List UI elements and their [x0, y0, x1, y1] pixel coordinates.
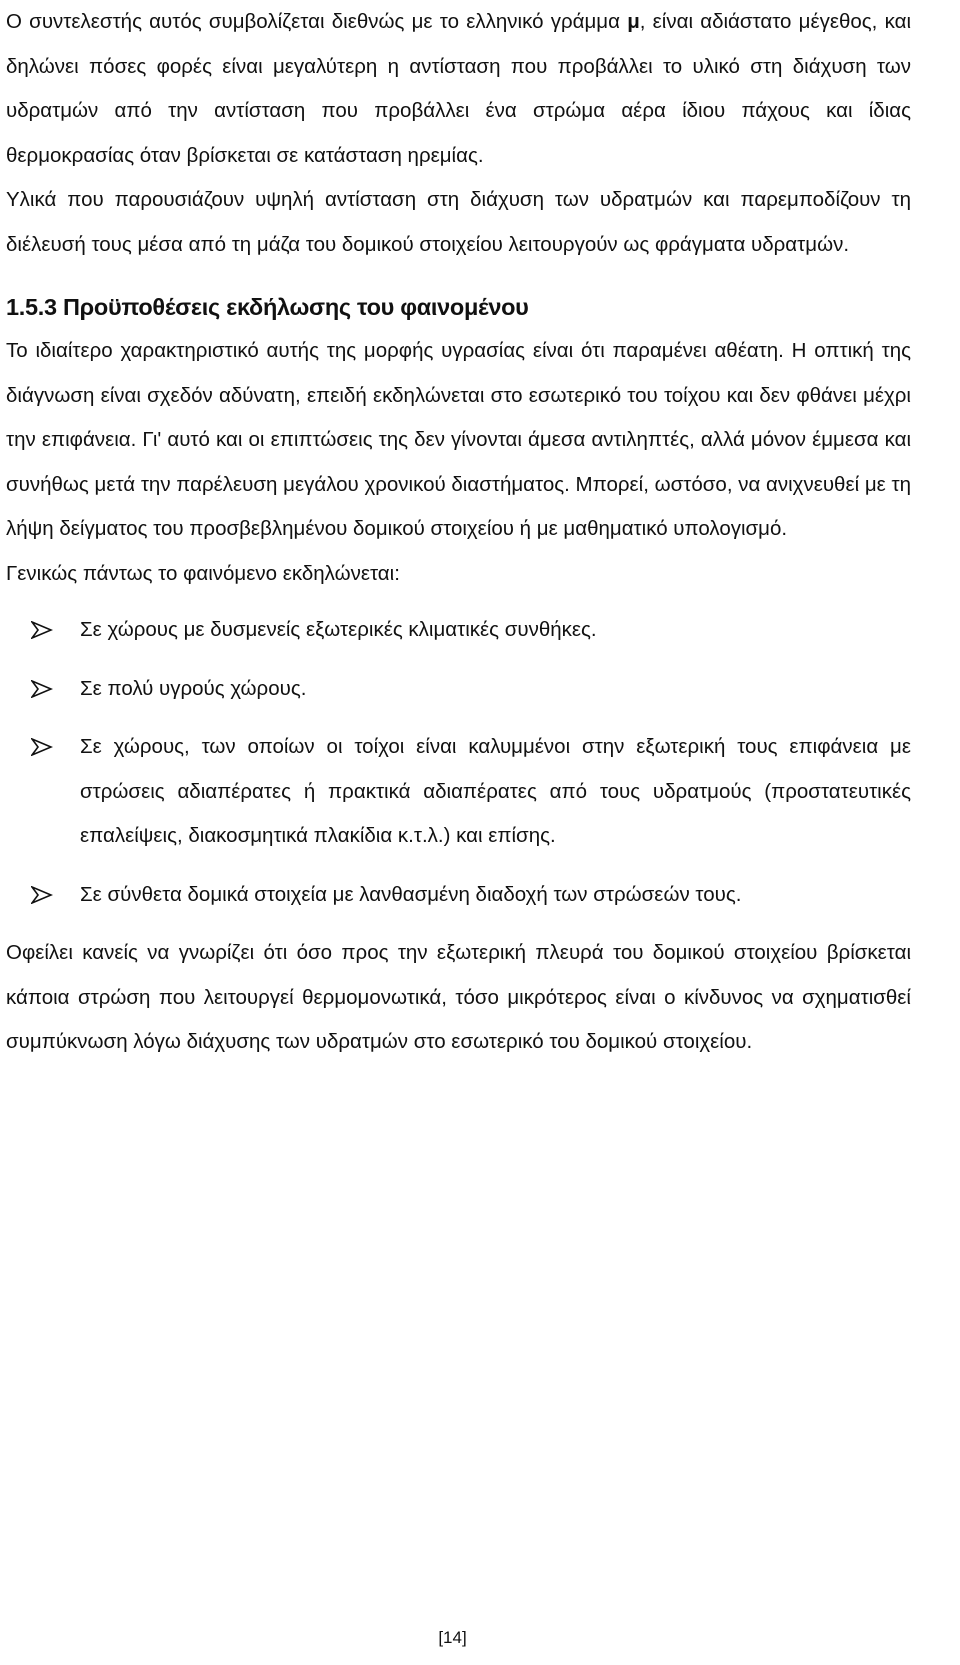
- paragraph-mu-coefficient: Ο συντελεστής αυτός συμβολίζεται διεθνώς με το ελληνικό γράμμα μ, είναι αδιάστατο μέγεθος, και δηλώνει πόσες φορές είναι μεγαλύτερη η αντίσταση που προβάλλει το υλικό στη διάχυση των υδρατμών από την αντίσταση που προβάλλει ένα στρώμα αέρα ίδιου πάχους και ίδιας θερμοκρασίας όταν βρίσκεται σε κατάσταση ηρεμίας.: [6, 10, 912, 167]
- section-heading: 1.5.3 Προϋποθέσεις εκδήλωσης του φαινομένου: [6, 294, 529, 320]
- arrowhead-bullet-icon: [31, 738, 53, 756]
- list-item: [6, 608, 911, 653]
- list-item-text: Σε χώρους με δυσμενείς εξωτερικές κλιματικές συνθήκες.: [80, 618, 597, 641]
- page-number: [14]: [438, 1628, 467, 1647]
- list-item: [6, 725, 911, 859]
- paragraph-vapour-barriers: Υλικά που παρουσιάζουν υψηλή αντίσταση στη διάχυση των υδρατμών και παρεμποδίζουν τη διέλευσή τους μέσα από τη μάζα του δομικού στοιχείου λειτουργούν ως φράγματα υδρατμών.: [6, 188, 911, 256]
- paragraph-invisible-moisture: Το ιδιαίτερο χαρακτηριστικό αυτής της μορφής υγρασίας είναι ότι παραμένει αθέατη. Η οπτική της διάγνωση είναι σχεδόν αδύνατη, επειδή εκδηλώνεται στο εσωτερικό του τοίχου και δεν φθάνει μέχρι την επιφάνεια. Γι' αυτό και οι επιπτώσεις της δεν γίνονται άμεσα αντιληπτές, αλλά μόνον έμμεσα και συνήθως μετά την παρέλευση μεγάλου χρονικού διαστήματος. Μπορεί, ωστόσο, να ανιχνευθεί με τη λήψη δείγματος του προσβεβλημένου δομικού στοιχείου ή με μαθηματικό υπολογισμό.: [6, 339, 911, 540]
- arrowhead-bullet-icon: [31, 621, 53, 639]
- list-item-text: Σε χώρους, των οποίων οι τοίχοι είναι καλυμμένοι στην εξωτερική τους επιφάνεια με στρώσεις αδιαπέρατες ή πρακτικά αδιαπέρατες από τους υδρατμούς (προστατευτικές επαλείψεις, διακοσμητικά πλακίδια κ.τ.λ.) και επίσης.: [80, 735, 911, 847]
- arrowhead-bullet-icon: [31, 886, 53, 904]
- conditions-list: [6, 608, 911, 917]
- list-item: [6, 873, 911, 918]
- mu-symbol: μ: [627, 10, 640, 33]
- list-item: [6, 667, 911, 712]
- page-content: [6, 0, 911, 1065]
- arrowhead-bullet-icon: [31, 680, 53, 698]
- list-intro: Γενικώς πάντως το φαινόμενο εκδηλώνεται:: [6, 561, 400, 585]
- list-item-text: Σε πολύ υγρούς χώρους.: [80, 676, 307, 700]
- paragraph-thermal-insulation: Οφείλει κανείς να γνωρίζει ότι όσο προς την εξωτερική πλευρά του δομικού στοιχείου βρίσκεται κάποια στρώση που λειτουργεί θερμομονωτικά, τόσο μικρότερος είναι ο κίνδυνος να σχηματισθεί συμπύκνωση λόγω διάχυσης των υδρατμών στο εσωτερικό του δομικού στοιχείου.: [6, 941, 911, 1053]
- list-item-text: Σε σύνθετα δομικά στοιχεία με λανθασμένη διαδοχή των στρώσεών τους.: [80, 882, 742, 906]
